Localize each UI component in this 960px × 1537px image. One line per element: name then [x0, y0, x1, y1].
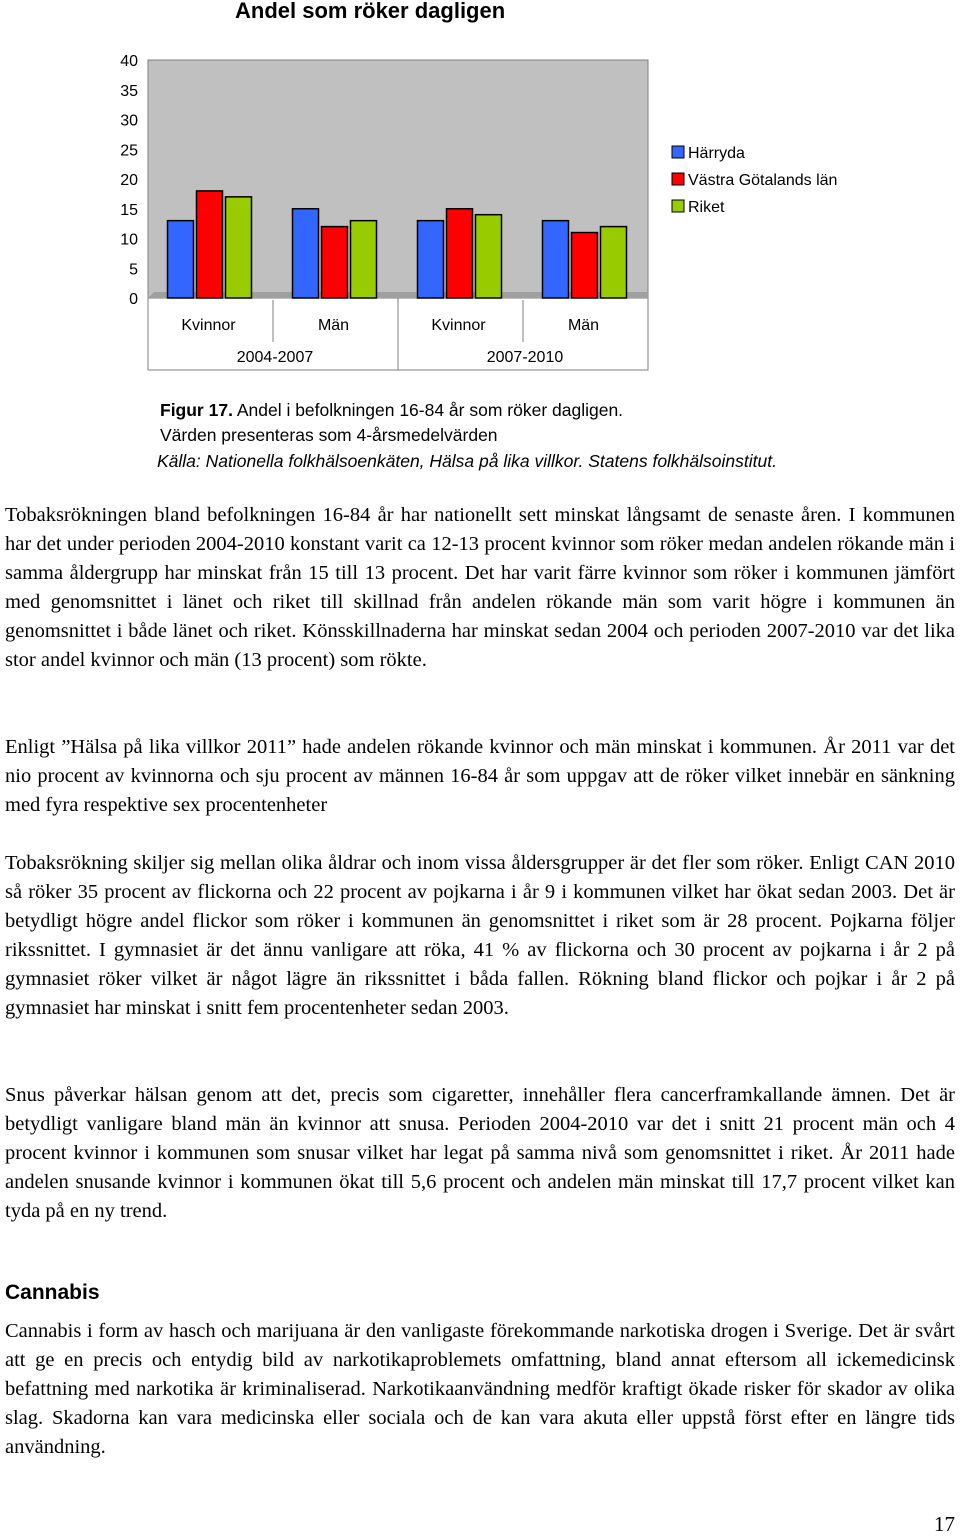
- bar: [572, 233, 598, 298]
- paragraph-cannabis: Cannabis i form av hasch och marijuana är den vanligaste förekommande narkotiska drogen i Sverige. Det är svårt att ge en precis och entydig bild av narkotikaproblemets omfattning, bland annat eftersom all ickemedicinsk befattning med narkotika är kriminaliserad. Narkotikaanvändning medför kraftigt ökade risker för skador av olika slag. Skadorna kan vara medicinska eller sociala och de kan vara akuta eller uppstå först efter en längre tids användning.: [5, 1320, 955, 1458]
- section-heading-cannabis: Cannabis: [5, 1281, 100, 1304]
- bar: [601, 227, 627, 298]
- x-category-label: Män: [317, 317, 350, 334]
- figure-caption-line-2: Värden presenteras som 4-årsmedelvärden: [160, 425, 498, 445]
- legend-label: Västra Götalands län: [688, 172, 838, 189]
- bar: [168, 221, 194, 298]
- legend-label: Riket: [688, 199, 725, 216]
- bar-chart: [0, 0, 960, 380]
- figure-label: Figur 17.: [160, 400, 233, 420]
- y-tick-label: 30: [120, 112, 138, 130]
- y-tick-label: 5: [129, 261, 138, 279]
- bar: [351, 221, 377, 298]
- bar: [293, 209, 319, 298]
- legend-label: Härryda: [688, 145, 745, 162]
- bar: [226, 197, 252, 298]
- y-tick-label: 20: [120, 172, 138, 189]
- bar: [476, 215, 502, 298]
- legend-swatch: [672, 173, 684, 185]
- y-tick-label: 40: [120, 53, 138, 70]
- y-tick-label: 0: [129, 291, 138, 308]
- figure-source: Källa: Nationella folkhälsoenkäten, Hälsa på lika villkor. Statens folkhälsoinstitut.: [157, 451, 777, 471]
- chart-title: Andel som röker dagligen: [235, 0, 506, 23]
- bar: [418, 221, 444, 298]
- bar: [543, 221, 569, 298]
- x-category-label: Kvinnor: [181, 317, 236, 334]
- figure-caption-text: Andel i befolkningen 16-84 år som röker dagligen.: [232, 400, 624, 420]
- y-tick-label: 35: [120, 82, 138, 100]
- paragraph-snus: Snus påverkar hälsan genom att det, precis som cigaretter, innehåller flera cancerframkallande ämnen. Det är betydligt vanligare bland män än kvinnor att snusa. Perioden 2004-2010 var det i snitt 21 procent män och 4 procent kvinnor i kommunen som snusar vilket har legat på samma nivå som genomsnittet i riket. År 2011 hade andelen snusande kvinnor i kommunen ökat till 5,6 procent och andelen män minskat till 17,7 procent vilket kan tyda på en ny trend.: [5, 1084, 955, 1222]
- bar: [322, 227, 348, 298]
- legend-swatch: [672, 146, 684, 158]
- paragraph-youth-smoking: Tobaksrökning skiljer sig mellan olika åldrar och inom vissa åldersgrupper är det fler som röker. Enligt CAN 2010 så röker 35 procent av flickorna och 22 procent av pojkarna i år 9 i kommunen vilket har ökat sedan 2003. Det är betydligt högre andel flickor som röker i kommunen än genomsnittet i riket som är 28 procent. Pojkarna följer rikssnittet. I gymnasiet är det ännu vanligare att röka, 41 % av flickorna och 30 procent av pojkarna i år 2 på gymnasiet röker vilket är något lägre än rikssnittet i båda fallen. Rökning bland flickor och pojkar i år 2 på gymnasiet har minskat i snitt fem procentenheter sedan 2003.: [5, 852, 955, 1019]
- x-category-label: Kvinnor: [431, 317, 486, 334]
- y-tick-label: 10: [120, 231, 138, 249]
- legend-swatch: [672, 200, 684, 212]
- y-tick-label: 25: [120, 142, 138, 160]
- x-group-label: 2007-2010: [486, 349, 564, 366]
- paragraph-hlv-2011: Enligt ”Hälsa på lika villkor 2011” hade andelen rökande kvinnor och män minskat i kommunen. År 2011 var det nio procent av kvinnorna och sju procent av männen 16-84 år som uppgav att de röker vilket innebär en sänkning med fyra respektive sex procentenheter: [5, 736, 955, 816]
- x-category-label: Män: [567, 317, 600, 334]
- figure-caption-line-1: [160, 399, 623, 422]
- page-number: 17: [934, 1512, 955, 1536]
- bar: [447, 209, 473, 298]
- x-group-label: 2004-2007: [236, 349, 314, 366]
- y-tick-label: 15: [120, 201, 138, 219]
- bar: [197, 191, 223, 298]
- paragraph-smoking-trend: Tobaksrökningen bland befolkningen 16-84 år har nationellt sett minskat långsamt de senaste åren. I kommunen har det under perioden 2004-2010 konstant varit ca 12-13 procent kvinnor som röker medan andelen rökande män i samma åldergrupp har minskat från 15 till 13 procent. Det har varit färre kvinnor som röker i kommunen jämfört med genomsnittet i länet och riket till skillnad från andelen rökande män som varit högre i kommunen än genomsnittet i både länet och riket. Könsskillnaderna har minskat sedan 2004 och perioden 2007-2010 var det lika stor andel kvinnor och män (13 procent) som rökte.: [5, 504, 955, 671]
